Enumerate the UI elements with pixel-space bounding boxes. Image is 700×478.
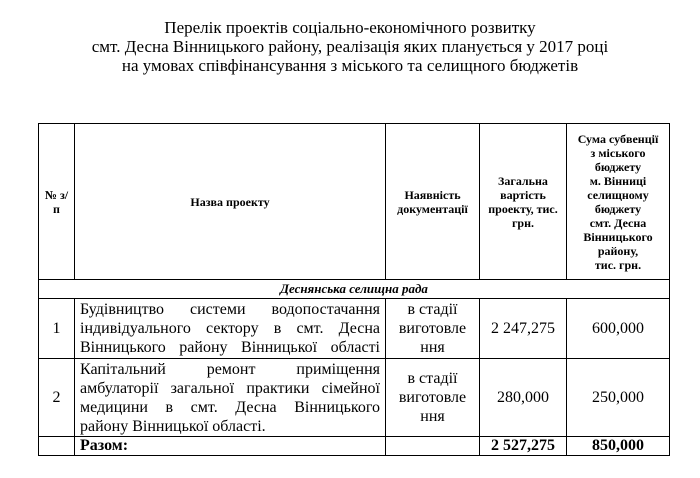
row-num: 2 — [39, 359, 75, 437]
total-empty-cell — [39, 437, 75, 456]
row-total-cost: 2 247,275 — [480, 299, 567, 359]
title-line-3: на умовах співфінансування з міського та селищного бюджетів — [121, 56, 579, 75]
title-line-2: смт. Десна Вінницького району, реалізація яких планується у 2017 році — [91, 37, 609, 56]
row-num: 1 — [39, 299, 75, 359]
table-row — [39, 299, 670, 359]
document-title — [0, 18, 700, 75]
total-subvention: 850,000 — [567, 437, 670, 456]
row-total-cost: 280,000 — [480, 359, 567, 437]
row-docs: в стадії виготовле ння — [386, 359, 480, 437]
row-project-name: Будівництво системи водопостачання індивідуального сектору в смт. Десна Вінницького району Вінницької області — [75, 299, 386, 359]
group-label: Деснянська селищна рада — [39, 280, 670, 299]
header-subvention: Сума субвенції з міського бюджету м. Вінниці селищному бюджету смт. Десна Вінницького району, тис. грн. — [567, 124, 670, 280]
table-header-row — [39, 124, 670, 280]
row-subvention: 250,000 — [567, 359, 670, 437]
header-docs: Наявність документації — [386, 124, 480, 280]
header-total-cost: Загальна вартість проекту, тис. грн. — [480, 124, 567, 280]
projects-table — [38, 123, 670, 456]
header-num: № з/п — [39, 124, 75, 280]
title-line-1: Перелік проектів соціально-економічного розвитку — [164, 18, 536, 37]
total-docs-empty — [386, 437, 480, 456]
total-cost: 2 527,275 — [480, 437, 567, 456]
total-label: Разом: — [75, 437, 386, 456]
group-row — [39, 280, 670, 299]
header-name: Назва проекту — [75, 124, 386, 280]
row-project-name: Капітальний ремонт приміщення амбулаторії загальної практики сімейної медицини в смт. Десна Вінницького району Вінницької області. — [75, 359, 386, 437]
total-row — [39, 437, 670, 456]
row-subvention: 600,000 — [567, 299, 670, 359]
table-row — [39, 359, 670, 437]
row-docs: в стадії виготовле ння — [386, 299, 480, 359]
